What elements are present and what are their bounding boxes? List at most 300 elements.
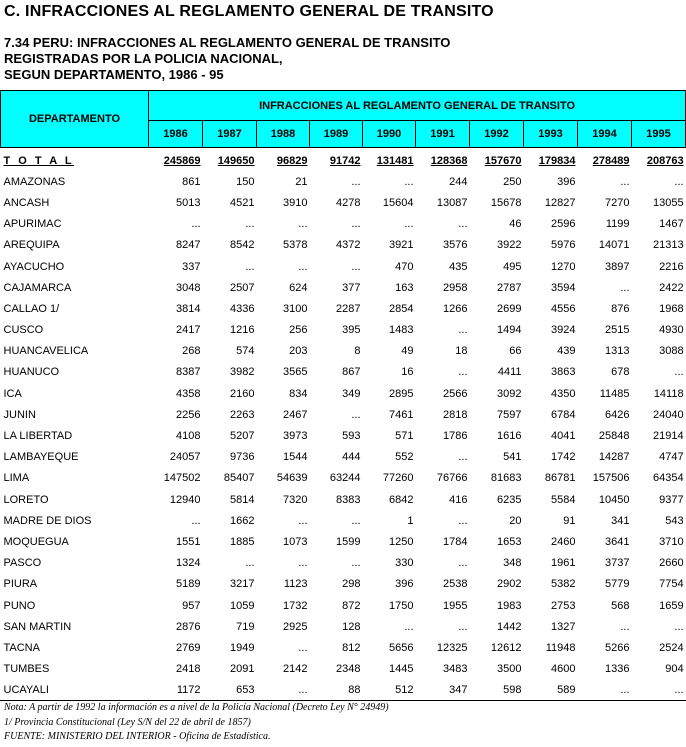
year-header: 1989 — [310, 121, 363, 148]
value-cell: 1885 — [230, 535, 255, 548]
department-name: PASCO — [3, 557, 42, 570]
value-cell: 341 — [611, 514, 630, 527]
value-cell: 7461 — [389, 408, 414, 421]
year-header: 1988 — [257, 121, 310, 148]
department-name: AYACUCHO — [3, 260, 65, 273]
table-row — [1, 171, 686, 192]
value-cell: 2467 — [283, 408, 308, 421]
value-cell: 396 — [557, 175, 576, 188]
note-text: Nota: A partir de 1992 la información es a nivel de la Policía Nacional (Decreto Ley N° 24949) — [4, 702, 389, 713]
value-cell: 2753 — [551, 599, 576, 612]
table-row — [1, 659, 686, 680]
department-name: PIURA — [3, 578, 38, 591]
value-cell: 2660 — [659, 557, 684, 570]
value-cell: 24057 — [169, 451, 201, 464]
value-cell: 1059 — [230, 599, 255, 612]
value-cell: 14118 — [653, 387, 684, 400]
value-cell: 278489 — [592, 154, 630, 167]
value-cell: 5779 — [605, 578, 630, 591]
value-cell: 4521 — [230, 196, 255, 209]
department-name: HUANUCO — [3, 366, 60, 379]
department-name: SAN MARTIN — [3, 620, 72, 633]
value-cell: 416 — [449, 493, 468, 506]
value-cell: 1659 — [659, 599, 684, 612]
year-header: 1986 — [149, 121, 203, 148]
value-cell: 1336 — [605, 663, 630, 676]
value-cell: 5013 — [176, 196, 201, 209]
value-cell: 15604 — [382, 196, 414, 209]
value-cell: 1784 — [443, 535, 468, 548]
value-cell: 3048 — [176, 281, 201, 294]
value-cell: 2287 — [336, 302, 361, 315]
value-cell: 2348 — [336, 663, 361, 676]
department-name: CUSCO — [3, 324, 44, 337]
department-name: LORETO — [3, 493, 49, 506]
year-header: 1990 — [363, 121, 416, 148]
value-cell: 1199 — [605, 218, 630, 231]
department-name: T O T A L — [3, 154, 75, 167]
value-cell: 2515 — [605, 324, 630, 337]
value-cell: 861 — [182, 175, 201, 188]
value-cell: 3594 — [551, 281, 576, 294]
value-cell: 3982 — [230, 366, 255, 379]
value-cell: 20 — [509, 514, 522, 527]
value-cell: 593 — [342, 430, 361, 443]
value-cell: 1442 — [497, 620, 522, 633]
department-name: MADRE DE DIOS — [3, 514, 92, 527]
value-cell: 1250 — [389, 535, 414, 548]
table-title — [4, 35, 450, 83]
value-cell: 1073 — [283, 535, 308, 548]
value-cell: 395 — [342, 324, 361, 337]
value-cell: 2142 — [283, 663, 308, 676]
value-cell: 157670 — [484, 154, 522, 167]
value-cell: 2902 — [497, 578, 522, 591]
value-cell: 876 — [611, 302, 630, 315]
value-cell: 568 — [611, 599, 630, 612]
value-cell: 512 — [395, 684, 414, 697]
value-cell: 150 — [236, 175, 255, 188]
table-row — [1, 192, 686, 213]
value-cell: 24040 — [653, 408, 684, 421]
value-cell: 86781 — [544, 472, 576, 485]
value-cell: 4108 — [176, 430, 201, 443]
value-cell: 349 — [342, 387, 361, 400]
value-cell: ... — [298, 641, 308, 654]
value-cell: 2854 — [389, 302, 414, 315]
value-cell: 4930 — [659, 324, 684, 337]
value-cell: 5814 — [230, 493, 255, 506]
value-cell: 8247 — [176, 239, 201, 252]
value-cell: 8 — [354, 345, 361, 358]
value-cell: 719 — [236, 620, 255, 633]
value-cell: 1955 — [443, 599, 468, 612]
year-header: 1992 — [470, 121, 524, 148]
value-cell: ... — [245, 557, 255, 570]
department-name: APURIMAC — [3, 218, 62, 231]
value-cell: 2699 — [497, 302, 522, 315]
value-cell: 5656 — [389, 641, 414, 654]
value-cell: 396 — [395, 578, 414, 591]
value-cell: 2925 — [283, 620, 308, 633]
value-cell: 25848 — [598, 430, 630, 443]
value-cell: 149650 — [217, 154, 255, 167]
value-cell: ... — [674, 684, 684, 697]
value-cell: 14071 — [598, 239, 630, 252]
value-cell: 5378 — [283, 239, 308, 252]
value-cell: 12940 — [169, 493, 201, 506]
value-cell: 435 — [449, 260, 468, 273]
value-cell: 63244 — [329, 472, 361, 485]
value-cell: ... — [620, 684, 630, 697]
table-row — [1, 595, 686, 616]
value-cell: 495 — [503, 260, 522, 273]
value-cell: 157506 — [592, 472, 630, 485]
table-row — [1, 489, 686, 510]
value-cell: ... — [620, 620, 630, 633]
department-name: ICA — [3, 387, 22, 400]
value-cell: 574 — [236, 345, 255, 358]
value-cell: 1961 — [551, 557, 576, 570]
value-cell: 678 — [611, 366, 630, 379]
table-body — [1, 148, 686, 701]
table-row — [1, 404, 686, 425]
value-cell: 4600 — [551, 663, 576, 676]
table-row — [1, 341, 686, 362]
value-cell: 6235 — [497, 493, 522, 506]
department-name: AREQUIPA — [3, 239, 60, 252]
table-row — [1, 214, 686, 235]
value-cell: 2524 — [659, 641, 684, 654]
value-cell: 4358 — [176, 387, 201, 400]
source-text: FUENTE: MINISTERIO DEL INTERIOR - Oficina de Estadística. — [4, 731, 271, 742]
value-cell: 3863 — [551, 366, 576, 379]
value-cell: ... — [674, 620, 684, 633]
value-cell: 4278 — [336, 196, 361, 209]
value-cell: 571 — [395, 430, 414, 443]
value-cell: 1324 — [176, 557, 201, 570]
value-cell: 2422 — [659, 281, 684, 294]
value-cell: ... — [351, 557, 361, 570]
value-cell: 4372 — [336, 239, 361, 252]
value-cell: 54639 — [276, 472, 308, 485]
department-name: TACNA — [3, 641, 40, 654]
value-cell: 589 — [557, 684, 576, 697]
value-cell: 2256 — [176, 408, 201, 421]
value-cell: 1494 — [497, 324, 522, 337]
value-cell: ... — [351, 175, 361, 188]
value-cell: 81683 — [490, 472, 522, 485]
value-cell: 4350 — [551, 387, 576, 400]
value-cell: 7320 — [283, 493, 308, 506]
value-cell: 10450 — [598, 493, 630, 506]
value-cell: 9736 — [230, 451, 255, 464]
table-row — [1, 383, 686, 404]
value-cell: 8542 — [230, 239, 255, 252]
value-cell: 268 — [182, 345, 201, 358]
value-cell: 5266 — [605, 641, 630, 654]
department-name: HUANCAVELICA — [3, 345, 89, 358]
value-cell: 208763 — [646, 154, 684, 167]
value-cell: 5207 — [230, 430, 255, 443]
value-cell: 3092 — [497, 387, 522, 400]
table-row — [1, 362, 686, 383]
value-cell: 3483 — [443, 663, 468, 676]
value-cell: 3897 — [605, 260, 630, 273]
value-cell: 298 — [342, 578, 361, 591]
value-cell: 3641 — [605, 535, 630, 548]
value-cell: 444 — [342, 451, 361, 464]
value-cell: ... — [458, 620, 468, 633]
value-cell: 5189 — [176, 578, 201, 591]
table-row — [1, 637, 686, 658]
table-title-line-2: REGISTRADAS POR LA POLICIA NACIONAL, — [4, 51, 283, 66]
value-cell: 598 — [503, 684, 522, 697]
value-cell: 1750 — [389, 599, 414, 612]
value-cell: 64354 — [653, 472, 684, 485]
infracciones-table — [0, 90, 686, 701]
value-cell: ... — [245, 218, 255, 231]
value-cell: 12612 — [490, 641, 522, 654]
value-cell: 163 — [395, 281, 414, 294]
value-cell: 1327 — [551, 620, 576, 633]
value-cell: ... — [404, 620, 414, 633]
table-row — [1, 680, 686, 701]
value-cell: 377 — [342, 281, 361, 294]
value-cell: ... — [458, 451, 468, 464]
value-cell: ... — [620, 281, 630, 294]
value-cell: 7597 — [497, 408, 522, 421]
value-cell: 653 — [236, 684, 255, 697]
value-cell: 2418 — [176, 663, 201, 676]
value-cell: 3500 — [497, 663, 522, 676]
department-name: AMAZONAS — [3, 175, 66, 188]
department-name: CAJAMARCA — [3, 281, 72, 294]
value-cell: ... — [191, 514, 201, 527]
value-cell: 9377 — [659, 493, 684, 506]
value-cell: 5976 — [551, 239, 576, 252]
table-row — [1, 298, 686, 319]
value-cell: 1172 — [176, 684, 201, 697]
value-cell: 1653 — [497, 535, 522, 548]
value-cell: 872 — [342, 599, 361, 612]
value-cell: 2895 — [389, 387, 414, 400]
table-row — [1, 235, 686, 256]
value-cell: 6784 — [551, 408, 576, 421]
value-cell: 76766 — [436, 472, 468, 485]
value-cell: 6426 — [605, 408, 630, 421]
value-cell: ... — [245, 260, 255, 273]
value-cell: 1 — [407, 514, 414, 527]
value-cell: 203 — [289, 345, 308, 358]
value-cell: 1313 — [605, 345, 630, 358]
year-header: 1994 — [578, 121, 632, 148]
department-name: LA LIBERTAD — [3, 430, 73, 443]
value-cell: 4336 — [230, 302, 255, 315]
value-cell: 66 — [509, 345, 522, 358]
department-name: TUMBES — [3, 663, 50, 676]
value-cell: ... — [674, 175, 684, 188]
value-cell: 77260 — [382, 472, 414, 485]
value-cell: ... — [458, 324, 468, 337]
value-cell: 3924 — [551, 324, 576, 337]
value-cell: 5382 — [551, 578, 576, 591]
value-cell: 2566 — [443, 387, 468, 400]
value-cell: ... — [191, 218, 201, 231]
value-cell: 15678 — [490, 196, 522, 209]
value-cell: 1483 — [389, 324, 414, 337]
value-cell: 7754 — [659, 578, 684, 591]
value-cell: 147502 — [163, 472, 201, 485]
value-cell: 1544 — [283, 451, 308, 464]
table-title-line-3: SEGUN DEPARTAMENTO, 1986 - 95 — [4, 67, 224, 82]
value-cell: 3565 — [283, 366, 308, 379]
value-cell: 250 — [503, 175, 522, 188]
value-cell: 2160 — [230, 387, 255, 400]
value-cell: ... — [351, 514, 361, 527]
value-cell: 256 — [289, 324, 308, 337]
table-row — [1, 531, 686, 552]
year-header: 1987 — [203, 121, 257, 148]
value-cell: ... — [404, 175, 414, 188]
value-cell: 1266 — [443, 302, 468, 315]
value-cell: 21914 — [653, 430, 684, 443]
value-cell: 2091 — [230, 663, 255, 676]
value-cell: 96829 — [276, 154, 308, 167]
table-row — [1, 616, 686, 637]
value-cell: 4747 — [659, 451, 684, 464]
value-cell: 2876 — [176, 620, 201, 633]
value-cell: 1599 — [336, 535, 361, 548]
table-row — [1, 510, 686, 531]
value-cell: 8387 — [176, 366, 201, 379]
department-name: UCAYALI — [3, 684, 49, 697]
value-cell: 957 — [182, 599, 201, 612]
table-row — [1, 425, 686, 446]
value-cell: 85407 — [223, 472, 255, 485]
value-cell: 1616 — [497, 430, 522, 443]
value-cell: 13055 — [653, 196, 684, 209]
value-cell: 1551 — [176, 535, 201, 548]
value-cell: 3710 — [659, 535, 684, 548]
value-cell: 4411 — [497, 366, 522, 379]
value-cell: 1968 — [659, 302, 684, 315]
value-cell: ... — [298, 557, 308, 570]
value-cell: 470 — [395, 260, 414, 273]
value-cell: 5584 — [551, 493, 576, 506]
department-name: JUNIN — [3, 408, 36, 421]
value-cell: 2787 — [497, 281, 522, 294]
section-title: C. INFRACCIONES AL REGLAMENTO GENERAL DE TRANSITO — [4, 3, 494, 20]
value-cell: 11948 — [545, 641, 576, 654]
value-cell: 867 — [342, 366, 361, 379]
value-cell: 244 — [449, 175, 468, 188]
value-cell: 91 — [563, 514, 576, 527]
value-cell: 1270 — [551, 260, 576, 273]
value-cell: 1949 — [230, 641, 255, 654]
value-cell: 4041 — [551, 430, 576, 443]
value-cell: 2818 — [443, 408, 468, 421]
department-name: ANCASH — [3, 196, 50, 209]
value-cell: 2263 — [230, 408, 255, 421]
header-departamento: DEPARTAMENTO — [1, 91, 149, 148]
value-cell: 3576 — [443, 239, 468, 252]
value-cell: 543 — [665, 514, 684, 527]
value-cell: 348 — [503, 557, 522, 570]
department-name: LAMBAYEQUE — [3, 451, 79, 464]
value-cell: ... — [458, 557, 468, 570]
table-row — [1, 468, 686, 489]
value-cell: 88 — [348, 684, 361, 697]
table-row — [1, 256, 686, 277]
value-cell: 2460 — [551, 535, 576, 548]
value-cell: ... — [298, 218, 308, 231]
value-cell: 2507 — [230, 281, 255, 294]
footnotes — [4, 701, 389, 745]
value-cell: 330 — [395, 557, 414, 570]
value-cell: ... — [458, 366, 468, 379]
value-cell: 1786 — [443, 430, 468, 443]
value-cell: 337 — [182, 260, 201, 273]
value-cell: 11485 — [599, 387, 630, 400]
value-cell: 16 — [401, 366, 414, 379]
footnote-callao: 1/ Provincia Constitucional (Ley S/N del 22 de abril de 1857) — [4, 716, 251, 728]
value-cell: ... — [298, 514, 308, 527]
value-cell: ... — [458, 514, 468, 527]
value-cell: 13087 — [436, 196, 468, 209]
value-cell: 347 — [449, 684, 468, 697]
table-title-line-1: 7.34 PERU: INFRACCIONES AL REGLAMENTO GENERAL DE TRANSITO — [4, 35, 451, 50]
value-cell: 552 — [395, 451, 414, 464]
department-name: LIMA — [3, 472, 30, 485]
value-cell: 7270 — [605, 196, 630, 209]
value-cell: 624 — [289, 281, 308, 294]
table-row — [1, 320, 686, 341]
table-row — [1, 277, 686, 298]
value-cell: ... — [351, 218, 361, 231]
value-cell: 541 — [503, 451, 522, 464]
value-cell: 8383 — [336, 493, 361, 506]
value-cell: 3737 — [605, 557, 630, 570]
value-cell: 3910 — [283, 196, 308, 209]
value-cell: ... — [351, 408, 361, 421]
value-cell: ... — [458, 218, 468, 231]
value-cell: 179834 — [538, 154, 576, 167]
table-row — [1, 553, 686, 574]
department-name: CALLAO 1/ — [3, 302, 60, 315]
value-cell: ... — [674, 366, 684, 379]
value-cell: 439 — [557, 345, 576, 358]
value-cell: 812 — [342, 641, 361, 654]
value-cell: 91742 — [329, 154, 361, 167]
value-cell: 1742 — [551, 451, 576, 464]
header-span-label: INFRACCIONES AL REGLAMENTO GENERAL DE TRANSITO — [149, 91, 686, 121]
value-cell: 3100 — [283, 302, 308, 315]
value-cell: 1216 — [230, 324, 255, 337]
value-cell: 3921 — [389, 239, 414, 252]
value-cell: 834 — [289, 387, 308, 400]
year-header: 1993 — [524, 121, 578, 148]
value-cell: 1467 — [659, 218, 684, 231]
value-cell: 3922 — [497, 239, 522, 252]
value-cell: 3088 — [659, 345, 684, 358]
table-row — [1, 447, 686, 468]
value-cell: 1983 — [497, 599, 522, 612]
value-cell: 1732 — [283, 599, 308, 612]
value-cell: 12325 — [436, 641, 468, 654]
value-cell: 2596 — [551, 218, 576, 231]
value-cell: 14287 — [598, 451, 630, 464]
